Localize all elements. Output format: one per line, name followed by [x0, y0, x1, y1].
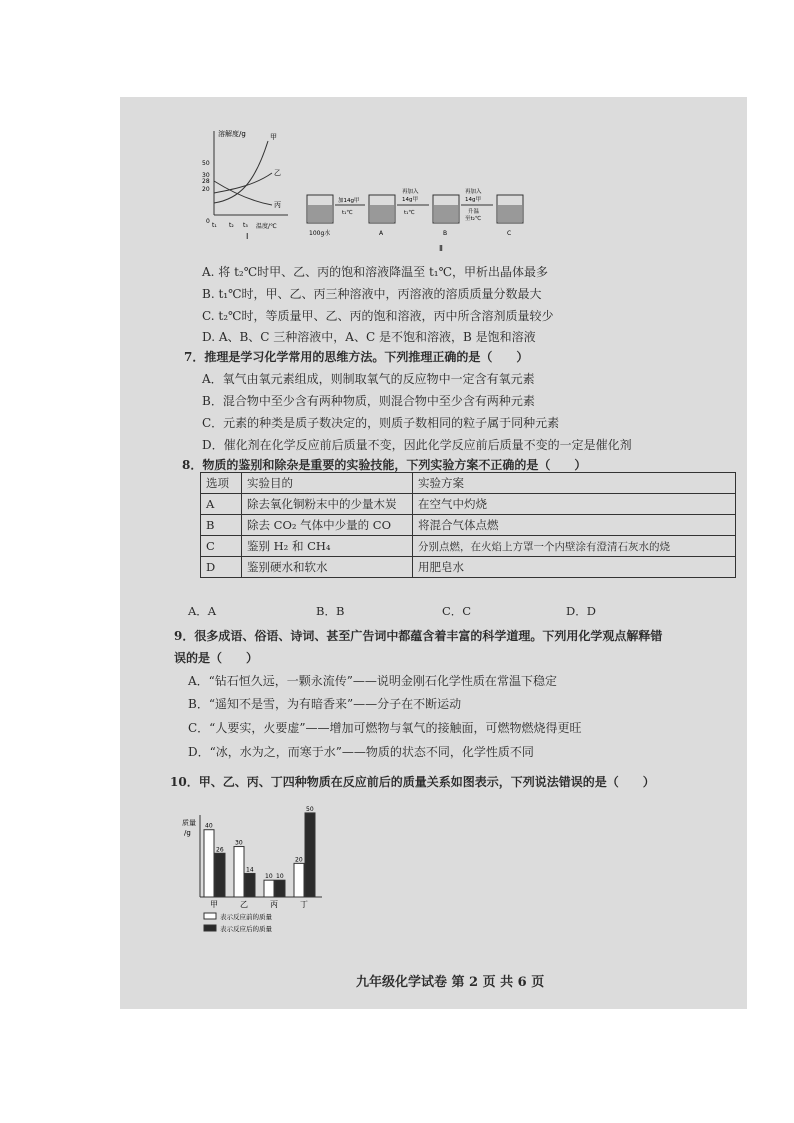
step-label: 14g甲 [465, 197, 481, 203]
bar-value-label: 10 [276, 873, 284, 881]
row-purpose: 鉴别 H₂ 和 CH₄ [242, 536, 413, 557]
bar-before [294, 863, 304, 897]
beaker-start-label: 100g水 [309, 230, 331, 237]
category-label: 丙 [270, 900, 278, 909]
legend-swatch-before [204, 913, 216, 919]
q7-option-c: C．元素的种类是质子数决定的，则质子数相同的粒子属于同种元素 [202, 416, 560, 430]
beaker-label: B [443, 230, 448, 237]
bar-value-label: 30 [235, 839, 243, 847]
q7-option-b: B．混合物中至少含有两种物质，则混合物中至少含有两种元素 [202, 394, 535, 408]
bar-value-label: 20 [295, 856, 303, 864]
step-label: 14g甲 [402, 197, 418, 203]
solubility-xlabel: 温度/℃ [256, 223, 277, 230]
exam-page [120, 97, 747, 1009]
bar-after [245, 873, 255, 897]
table-row [201, 494, 736, 515]
step-label: t₁℃ [404, 210, 415, 216]
legend-swatch-after [204, 925, 216, 931]
beaker-label: A [379, 230, 384, 237]
beaker-process-figure [305, 185, 530, 265]
q10-stem: 10．甲、乙、丙、丁四种物质在反应前后的质量关系如图表示，下列说法错误的是（ ） [170, 775, 655, 789]
xtick: t₁ [212, 222, 217, 229]
ytick: 28 [202, 178, 210, 185]
row-plan: 在空气中灼烧 [413, 494, 736, 515]
step-label: 至t₂℃ [465, 216, 482, 222]
page-footer: 九年级化学试卷 第 2 页 共 6 页 [356, 975, 545, 990]
xtick: t₂ [229, 222, 234, 229]
q8-stem: 8．物质的鉴别和除杂是重要的实验技能，下列实验方案不正确的是（ ） [182, 458, 587, 472]
ytick: 30 [202, 172, 210, 179]
q6-option-c: C. t₂℃时，等质量甲、乙、丙的饱和溶液，丙中所含溶剂质量较少 [202, 309, 554, 323]
xtick: t₃ [243, 222, 248, 229]
table-header-row [201, 473, 736, 494]
bar-value-label: 26 [216, 846, 224, 854]
q7-option-d: D．催化剂在化学反应前后质量不变，因此化学反应前后质量不变的一定是催化剂 [202, 438, 632, 452]
mass-bar-chart [180, 805, 330, 943]
q9-stem-line1: 9．很多成语、俗语、诗词、甚至广告词中都蕴含着丰富的科学道理。下列用化学观点解释错 [174, 629, 663, 643]
row-option: D [201, 557, 242, 578]
curve-label: 乙 [274, 169, 281, 177]
q7-option-a: A．氧气由氧元素组成，则制取氧气的反应物中一定含有氧元素 [202, 372, 535, 386]
bar-value-label: 50 [306, 805, 314, 813]
bar-after [275, 880, 285, 897]
q9-option-a: A．“钻石恒久远，一颗永流传”——说明金刚石化学性质在常温下稳定 [188, 674, 557, 688]
row-option: C [201, 536, 242, 557]
q8-choice-d: D．D [566, 604, 596, 618]
q6-option-b: B. t₁℃时，甲、乙、丙三种溶液中，丙溶液的溶质质量分数最大 [202, 287, 542, 301]
bar-after [305, 813, 315, 897]
q8-choice-a: A．A [188, 604, 217, 618]
category-label: 乙 [240, 900, 248, 909]
bar-before [234, 847, 244, 897]
bar-before [204, 830, 214, 897]
header-purpose: 实验目的 [242, 473, 413, 494]
q8-choice-c: C．C [442, 604, 472, 618]
chart-ylabel-part1: 质量 [182, 819, 196, 827]
step-label: 再加入 [402, 189, 419, 195]
legend-after: 表示反应后的质量 [220, 925, 272, 933]
legend-before: 表示反应前的质量 [220, 913, 272, 921]
q6-option-a: A. 将 t₂℃时甲、乙、丙的饱和溶液降温至 t₁℃，甲析出晶体最多 [202, 265, 549, 279]
q6-option-d: D. A、B、C 三种溶液中，A、C 是不饱和溶液，B 是饱和溶液 [202, 330, 536, 344]
table-row [201, 515, 736, 536]
bar-value-label: 10 [265, 873, 273, 881]
header-plan: 实验方案 [413, 473, 736, 494]
q8-choice-b: B．B [316, 604, 345, 618]
table-row [201, 557, 736, 578]
q9-stem-line2: 误的是（ ） [174, 651, 259, 665]
q9-option-c: C．“人要实，火要虚”——增加可燃物与氧气的接触面，可燃物燃烧得更旺 [188, 721, 582, 735]
step-label: t₁℃ [342, 210, 353, 216]
step-label: 加14g甲 [338, 198, 360, 204]
q7-stem: 7．推理是学习化学常用的思维方法。下列推理正确的是（ ） [184, 350, 529, 364]
beaker-icon [369, 195, 395, 223]
beaker-label: C [507, 230, 512, 237]
legend [204, 912, 273, 933]
step-label: 升温 [468, 209, 480, 215]
row-plan: 将混合气体点燃 [413, 515, 736, 536]
header-option: 选项 [201, 473, 242, 494]
row-purpose: 除去 CO₂ 气体中少量的 CO [242, 515, 413, 536]
q8-table [200, 472, 736, 578]
row-purpose: 除去氧化铜粉末中的少量木炭 [242, 494, 413, 515]
beaker-icon [433, 195, 459, 223]
curve-label: 丙 [274, 201, 281, 209]
curve-label: 甲 [270, 133, 277, 141]
bar-value-label: 14 [246, 866, 254, 874]
row-plan: 分别点燃，在火焰上方罩一个内壁涂有澄清石灰水的烧 [413, 536, 736, 557]
figure-label: Ⅱ [439, 244, 443, 253]
bar-before [264, 880, 274, 897]
q9-option-d: D．“冰，水为之，而寒于水”——物质的状态不同，化学性质不同 [188, 745, 534, 759]
xtick: 0 [206, 218, 210, 225]
bar-value-label: 40 [205, 822, 213, 830]
table-row [201, 536, 736, 557]
ytick: 50 [202, 160, 210, 167]
beaker-icon [307, 195, 333, 223]
step-label: 再加入 [465, 189, 482, 195]
solubility-ylabel: 溶解度/g [218, 130, 246, 138]
beaker-icon [497, 195, 523, 223]
row-purpose: 鉴别硬水和软水 [242, 557, 413, 578]
ytick: 20 [202, 186, 210, 193]
category-label: 丁 [300, 900, 308, 909]
chart-ylabel-part2: /g [184, 829, 191, 837]
category-label: 甲 [210, 900, 218, 909]
solubility-graph [200, 127, 310, 245]
row-plan: 用肥皂水 [413, 557, 736, 578]
row-option: A [201, 494, 242, 515]
q9-option-b: B．“遥知不是雪，为有暗香来”——分子在不断运动 [188, 697, 462, 711]
bar-after [215, 853, 225, 897]
row-option: B [201, 515, 242, 536]
figure-label: Ⅰ [246, 232, 249, 241]
